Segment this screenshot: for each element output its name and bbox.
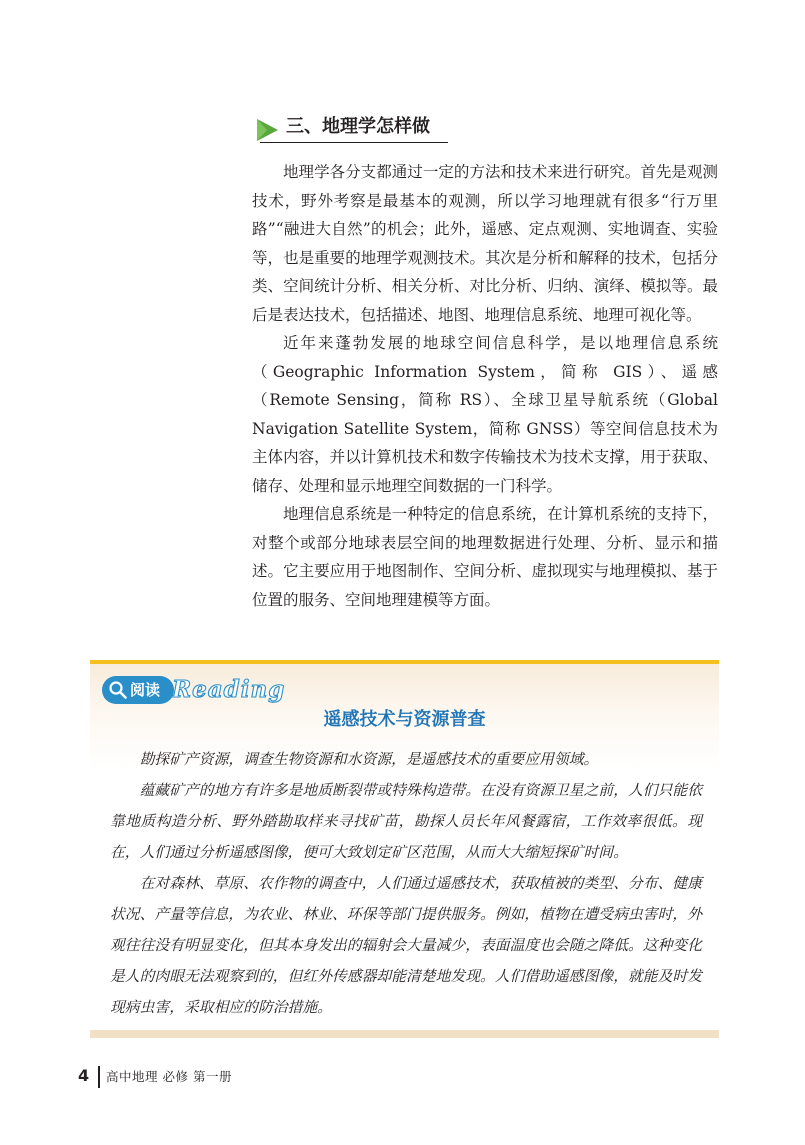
reading-bottom-rule	[90, 1030, 719, 1038]
section-title-underline	[260, 142, 448, 143]
book-title: 高中地理 必修 第一册	[106, 1069, 232, 1084]
section-title: 三、地理学怎样做	[286, 116, 430, 137]
reading-title: 遥感技术与资源普查	[323, 709, 486, 730]
paragraph: 地理学各分支都通过一定的方法和技术来进行研究。首先是观测技术，野外考察是最基本的观测，所以学习地理就有很多“行万里路”“融进大自然”的机会；此外，遥感、定点观测、实地调查、实验等，也是重要的地理学观测技术。其次是分析和解释的技术，包括分类、空间统计分析、相关分析、对比分析、归纳、演绎、模拟等。最后是表达技术，包括描述、地图、地理信息系统、地理可视化等。	[252, 163, 718, 324]
reading-badge-label: 阅读	[130, 681, 161, 699]
triangle-play-icon	[255, 118, 279, 142]
paragraph: 蕴藏矿产的地方有许多是地质断裂带或特殊构造带。在没有资源卫星之前，人们只能依靠地质构造分析、野外踏勘取样来寻找矿苗，勘探人员长年风餐露宿，工作效率很低。现在，人们通过分析遥感图像，便可大致划定矿区范围，从而大大缩短探矿时间。	[110, 782, 702, 861]
reading-top-rule	[90, 660, 719, 664]
paragraph: 在对森林、草原、农作物的调查中，人们通过遥感技术，获取植被的类型、分布、健康状况、产量等信息，为农业、林业、环保等部门提供服务。例如，植物在遭受病虫害时，外观往往没有明显变化，但其本身发出的辐射会大量减少，表面温度也会随之降低。这种变化是人的肉眼无法观察到的，但红外传感器却能清楚地发现。人们借助遥感图像，就能及时发现病虫害，采取相应的防治措施。	[110, 875, 702, 1016]
page-number: 4	[78, 1066, 90, 1085]
reading-body-text	[110, 744, 702, 1023]
paragraph: 地理信息系统是一种特定的信息系统，在计算机系统的支持下，对整个或部分地球表层空间的地理数据进行处理、分析、显示和描述。它主要应用于地图制作、空间分析、虚拟现实与地理模拟、基于位置的服务、空间地理建模等方面。	[252, 505, 718, 609]
reading-badge-english: Reading	[172, 676, 286, 703]
paragraph: 近年来蓬勃发展的地球空间信息科学，是以地理信息系统（Geographic Information System，简称 GIS）、遥感（Remote Sensing，简称 RS）、全球卫星导航系统（Global Navigation Satellite System，简称 GNSS）等空间信息技术为主体内容，并以计算机技术和数字传输技术为技术支撑，用于获取、储存、处理和显示地理空间数据的一门科学。	[252, 334, 718, 495]
reading-badge	[102, 676, 286, 704]
section-header	[252, 114, 446, 142]
main-body-text	[252, 158, 718, 614]
reading-box	[90, 660, 719, 1038]
paragraph: 勘探矿产资源，调查生物资源和水资源，是遥感技术的重要应用领域。	[139, 751, 599, 768]
magnifier-search-icon	[108, 680, 128, 700]
footer-divider	[98, 1066, 100, 1088]
